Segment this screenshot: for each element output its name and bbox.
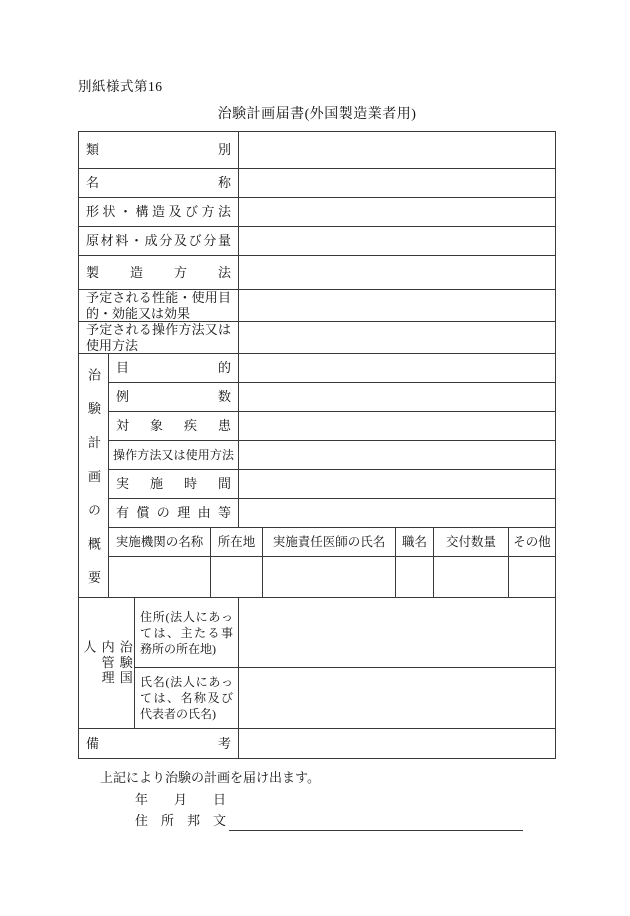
field-label-text: 予定される操作方法又は使用方法 (86, 321, 231, 353)
field-value-paid-supply-reason (239, 499, 555, 527)
field-value-operation-method (239, 441, 555, 469)
row-implementation-period (109, 470, 555, 499)
header-text: 所在地 (217, 535, 256, 549)
field-value-implementation-period (239, 470, 555, 498)
header-institution-name (109, 528, 211, 556)
row-shape-structure (79, 198, 555, 227)
form-table (78, 131, 556, 759)
header-text: 実施機関の名称 (115, 535, 204, 549)
field-label-expected-performance (79, 290, 239, 321)
field-label-text: 住所(法人にあっては、主たる事務所の所在地) (140, 609, 233, 656)
section-trial-plan-summary (79, 354, 555, 605)
field-value-manager-address (239, 598, 555, 667)
field-label-target-disease (109, 412, 239, 440)
row-expected-operation (79, 322, 555, 354)
field-label-text: 名称 (86, 175, 231, 190)
field-label-text: 類別 (86, 142, 231, 157)
date-line: 年 月 日 (135, 792, 227, 807)
field-value-manufacturing-method (239, 256, 555, 289)
row-manager-name (135, 668, 555, 728)
field-label-manager-address (135, 598, 239, 667)
header-text: その他 (513, 535, 551, 549)
field-value-number-of-cases (239, 383, 555, 411)
institution-table-empty-row (109, 557, 555, 597)
domestic-manager-rows (135, 598, 555, 728)
field-value-shape-structure (239, 198, 555, 226)
field-label-text: 氏名(法人にあっては、名称及び代表者の氏名) (140, 675, 233, 721)
field-label-text: 予定される性能・使用目的・効能又は効果 (86, 289, 231, 321)
field-label-shape-structure (79, 198, 239, 226)
field-label-number-of-cases (109, 383, 239, 411)
field-value-category (239, 132, 555, 168)
field-label-text: 対象疾患 (116, 418, 231, 433)
field-value-raw-materials (239, 227, 555, 255)
address-line (135, 810, 556, 831)
field-label-text: 有償の理由等 (116, 505, 231, 520)
row-raw-materials (79, 227, 555, 256)
field-value-manager-name (239, 668, 555, 728)
trial-plan-summary-vertical-label-cell (79, 354, 109, 605)
cell-other (509, 557, 555, 597)
field-label-implementation-period (109, 470, 239, 498)
address-label: 住 所 邦 文 (135, 813, 227, 828)
header-other (509, 528, 555, 556)
institution-table-header-row (109, 528, 555, 557)
section-domestic-manager (79, 598, 555, 729)
row-remarks (79, 729, 555, 758)
cell-delivery-quantity (434, 557, 509, 597)
field-label-text: 目的 (116, 360, 231, 375)
field-label-paid-supply-reason (109, 499, 239, 527)
field-value-expected-performance (239, 290, 555, 321)
cell-investigator-name (263, 557, 396, 597)
trial-plan-summary-rows (109, 354, 555, 597)
field-value-expected-operation (239, 322, 555, 353)
row-expected-performance (79, 290, 555, 322)
header-text: 交付数量 (445, 535, 496, 549)
field-label-text: 備考 (86, 735, 231, 751)
header-text: 職名 (401, 535, 427, 549)
row-purpose (109, 354, 555, 383)
field-value-target-disease (239, 412, 555, 440)
field-label-manager-name (135, 668, 239, 728)
row-operation-method (109, 441, 555, 470)
field-label-purpose (109, 354, 239, 382)
header-text: 実施責任医師の氏名 (272, 535, 386, 549)
domestic-manager-vertical-label: 治験国内管理人 (81, 639, 133, 686)
row-manufacturing-method (79, 256, 555, 290)
field-label-remarks (79, 729, 239, 758)
field-value-name (239, 169, 555, 197)
header-location (211, 528, 263, 556)
row-number-of-cases (109, 383, 555, 412)
field-label-raw-materials (79, 227, 239, 255)
row-target-disease (109, 412, 555, 441)
declaration-text: 上記により治験の計画を届け出ます。 (100, 770, 320, 785)
header-investigator-name (263, 528, 396, 556)
field-label-category (79, 132, 239, 168)
row-name (79, 169, 555, 198)
trial-plan-summary-vertical-label: 治験計画の概要 (86, 367, 101, 605)
field-label-text: 例数 (116, 389, 231, 404)
row-category (79, 132, 555, 169)
signature-line (229, 814, 523, 831)
field-label-text: 操作方法又は使用方法 (113, 448, 234, 462)
form-number: 別紙様式第16 (78, 79, 163, 94)
header-job-title (396, 528, 434, 556)
field-label-manufacturing-method (79, 256, 239, 289)
cell-job-title (396, 557, 434, 597)
row-paid-supply-reason (109, 499, 555, 528)
field-label-name (79, 169, 239, 197)
row-manager-address (135, 598, 555, 668)
field-label-expected-operation (79, 322, 239, 353)
field-label-text: 原材料・成分及び分量 (86, 233, 231, 248)
header-delivery-quantity (434, 528, 509, 556)
form-title: 治験計画届書(外国製造業者用) (217, 107, 417, 122)
footer (78, 767, 556, 831)
cell-location (211, 557, 263, 597)
cell-institution-name (109, 557, 211, 597)
field-label-operation-method (109, 441, 239, 469)
domestic-manager-vertical-label-cell (79, 598, 135, 728)
field-value-purpose (239, 354, 555, 382)
field-label-text: 実施時間 (116, 476, 231, 491)
field-value-remarks (239, 729, 555, 758)
field-label-text: 形状・構造及び方法 (86, 204, 231, 219)
field-label-text: 製造方法 (86, 264, 231, 280)
